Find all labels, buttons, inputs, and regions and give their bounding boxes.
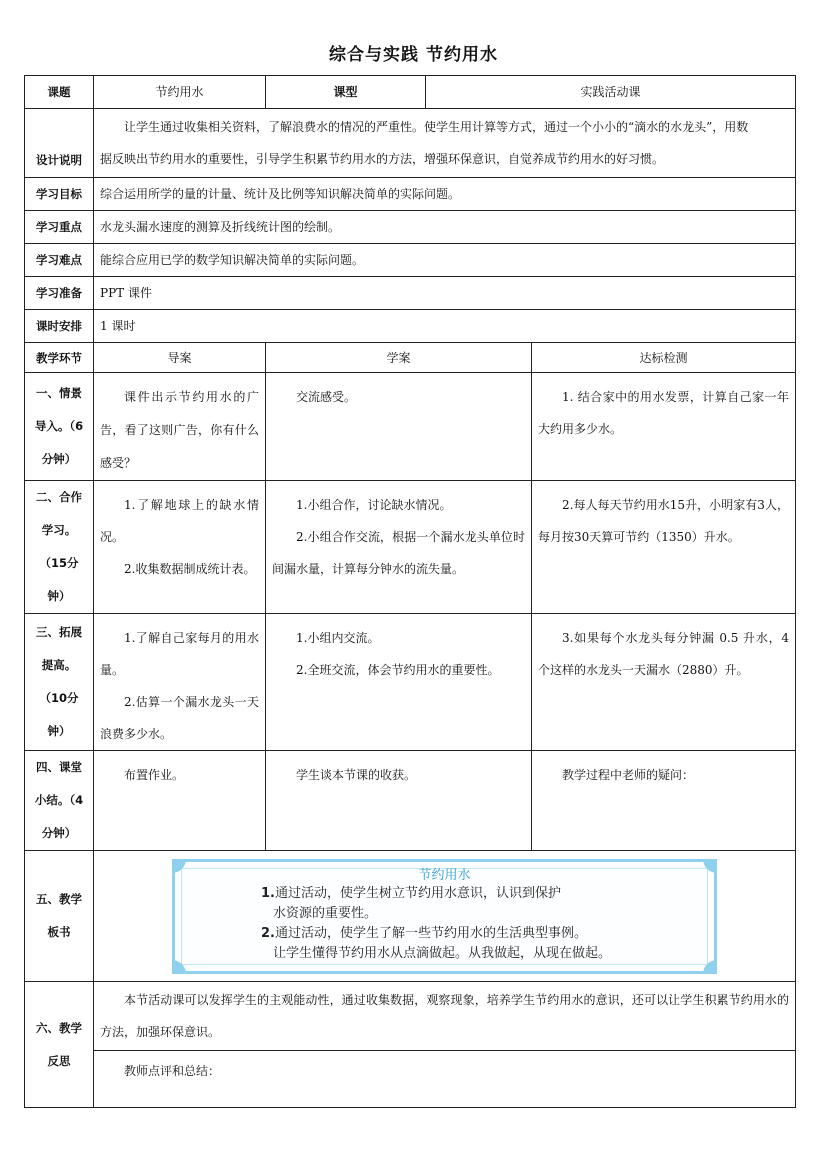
section-2-check — [532, 481, 796, 614]
section-3-label — [25, 614, 94, 751]
section-1-label — [25, 373, 94, 481]
section-2-guide-item: 2.收集数据制成统计表。 — [124, 562, 256, 576]
blackboard-lines — [261, 884, 611, 964]
reflection-row — [25, 982, 796, 1051]
section-2-guide-item: 1.了解地球上的缺水情况。 — [100, 498, 259, 544]
blackboard-line-1-text: 通过活动，使学生树立节约用水意识，认识到保护 — [274, 885, 561, 901]
section-4-label — [25, 751, 94, 851]
section-3-check-item: 3.如果每个水龙头每分钟漏 0.5 升水，4 个这样的水龙头一天漏水（2880）升。 — [538, 631, 790, 677]
blackboard-line-2-num: 2. — [261, 925, 275, 941]
section-3-guide — [94, 614, 266, 751]
section-1-guide-item: 课件出示节约用水的广告，看了这则广告，你有什么感受？ — [100, 390, 259, 470]
section-4-check-item: 教学过程中老师的疑问： — [562, 768, 695, 782]
sections-header-guide: 导案 — [94, 343, 266, 373]
blackboard-frame — [172, 859, 717, 974]
section-3-label-line: 提高。 — [41, 658, 77, 672]
reflection-label-line: 反思 — [47, 1053, 71, 1068]
section-row-3 — [25, 614, 796, 751]
design-text — [94, 109, 796, 178]
section-2-study-item: 1.小组合作，讨论缺水情况。 — [296, 498, 452, 512]
sections-header-check: 达标检测 — [532, 343, 796, 373]
section-2-label-line: 学习。 — [41, 523, 77, 537]
section-4-guide-item: 布置作业。 — [124, 768, 185, 782]
section-3-label-line: （10分钟） — [39, 691, 79, 738]
section-4-label-line: 小结。（4 — [34, 793, 84, 807]
section-2-study-item: 2.小组合作交流，根据一个漏水龙头单位时间漏水量，计算每分钟水的流失量。 — [272, 530, 525, 576]
section-2-label — [25, 481, 94, 614]
reflection-label — [25, 982, 94, 1108]
page-title: 综合与实践 节约用水 — [329, 45, 498, 65]
design-label — [25, 109, 94, 178]
section-2-check-item: 2.每人每天节约用水15升，小明家有3人，每月按30天算可节约（1350）升水。 — [538, 498, 790, 544]
section-2-study — [266, 481, 532, 614]
teacher-comment-row — [25, 1051, 796, 1108]
preparation-label: 学习准备 — [25, 277, 94, 310]
key-point-text: 水龙头漏水速度的测算及折线统计图的绘制。 — [94, 211, 796, 244]
topic-row — [25, 76, 796, 109]
lesson-plan-table — [24, 75, 796, 1108]
sections-header-label: 教学环节 — [25, 343, 94, 373]
topic-value: 节约用水 — [94, 76, 266, 109]
difficulty-text: 能综合应用已学的数学知识解决简单的实际问题。 — [94, 244, 796, 277]
section-row-4 — [25, 751, 796, 851]
design-label-text: 设计说明 — [36, 153, 82, 167]
blackboard-cell — [94, 851, 796, 982]
section-1-guide — [94, 373, 266, 481]
blackboard-line-1-cont: 水资源的重要性。 — [273, 905, 378, 921]
blackboard-title: 节约用水 — [418, 867, 471, 883]
preparation-text: PPT 课件 — [94, 277, 796, 310]
teacher-comment: 教师点评和总结： — [124, 1064, 221, 1078]
topic-label: 课题 — [25, 76, 94, 109]
key-point-label: 学习重点 — [25, 211, 94, 244]
section-2-label-line: 二、合作 — [36, 490, 82, 504]
section-4-guide — [94, 751, 266, 851]
section-1-check — [532, 373, 796, 481]
design-text-line2: 据反映出节约用水的重要性，引导学生积累节约用水的方法，增强环保意识，自觉养成节约用水的好习惯。 — [100, 152, 665, 166]
section-4-label-line: 分钟） — [41, 826, 77, 840]
section-3-study-item: 2.全班交流，体会节约用水的重要性。 — [296, 663, 500, 677]
objective-row — [25, 178, 796, 211]
section-3-guide-item: 2.估算一个漏水龙头一天浪费多少水。 — [100, 695, 259, 741]
section-4-study — [266, 751, 532, 851]
section-row-2 — [25, 481, 796, 614]
section-1-label-line: 分钟） — [41, 452, 77, 466]
objective-label: 学习目标 — [25, 178, 94, 211]
section-3-check — [532, 614, 796, 751]
objective-text: 综合运用所学的量的计量、统计及比例等知识解决简单的实际问题。 — [94, 178, 796, 211]
difficulty-row — [25, 244, 796, 277]
section-1-label-line: 一、情景 — [36, 386, 82, 400]
type-label: 课型 — [266, 76, 426, 109]
section-1-check-item: 1. 结合家中的用水发票，计算自己家一年大约用多少水。 — [538, 390, 790, 436]
schedule-text: 1 课时 — [94, 310, 796, 343]
design-text-line1: 让学生通过收集相关资料，了解浪费水的情况的严重性。使学生用计算等方式，通过一个小小的“滴水的水龙头”，用数 — [124, 120, 749, 134]
section-2-guide — [94, 481, 266, 614]
section-3-guide-item: 1.了解自己家每月的用水量。 — [100, 631, 259, 677]
section-1-study — [266, 373, 532, 481]
reflection-label-line: 六、教学 — [36, 1020, 82, 1035]
difficulty-label: 学习难点 — [25, 244, 94, 277]
sections-header-row — [25, 343, 796, 373]
blackboard-row — [25, 851, 796, 982]
design-row — [25, 109, 796, 178]
reflection-text: 本节活动课可以发挥学生的主观能动性，通过收集数据，观察现象，培养学生节约用水的意识，还可以让学生积累节约用水的方法，加强环保意识。 — [100, 993, 790, 1039]
blackboard-label-line: 五、教学 — [36, 892, 82, 906]
section-1-label-line: 导入。（6 — [34, 419, 84, 433]
teacher-comment-cell — [94, 1051, 796, 1108]
blackboard-line-2-cont: 让学生懂得节约用水从点滴做起。从我做起，从现在做起。 — [273, 945, 612, 961]
section-1-study-item: 交流感受。 — [296, 390, 357, 404]
section-4-label-line: 四、课堂 — [36, 760, 82, 774]
blackboard-line-2 — [261, 924, 611, 944]
blackboard-label — [25, 851, 94, 982]
blackboard-line-2-text: 通过活动，使学生了解一些节约用水的生活典型事例。 — [274, 925, 587, 941]
blackboard-line-1 — [261, 884, 611, 904]
sections-header-study: 学案 — [266, 343, 532, 373]
section-3-study-item: 1.小组内交流。 — [296, 631, 380, 645]
section-2-label-line: （15分钟） — [39, 556, 79, 603]
schedule-label: 课时安排 — [25, 310, 94, 343]
blackboard-line-1-num: 1. — [261, 885, 275, 901]
section-3-label-line: 三、拓展 — [36, 625, 82, 639]
key-point-row — [25, 211, 796, 244]
section-3-study — [266, 614, 532, 751]
reflection-text-cell — [94, 982, 796, 1051]
blackboard-label-line: 板书 — [47, 925, 71, 939]
section-4-study-item: 学生谈本节课的收获。 — [296, 768, 417, 782]
type-value: 实践活动课 — [426, 76, 796, 109]
schedule-row — [25, 310, 796, 343]
preparation-row — [25, 277, 796, 310]
section-4-check — [532, 751, 796, 851]
section-row-1 — [25, 373, 796, 481]
